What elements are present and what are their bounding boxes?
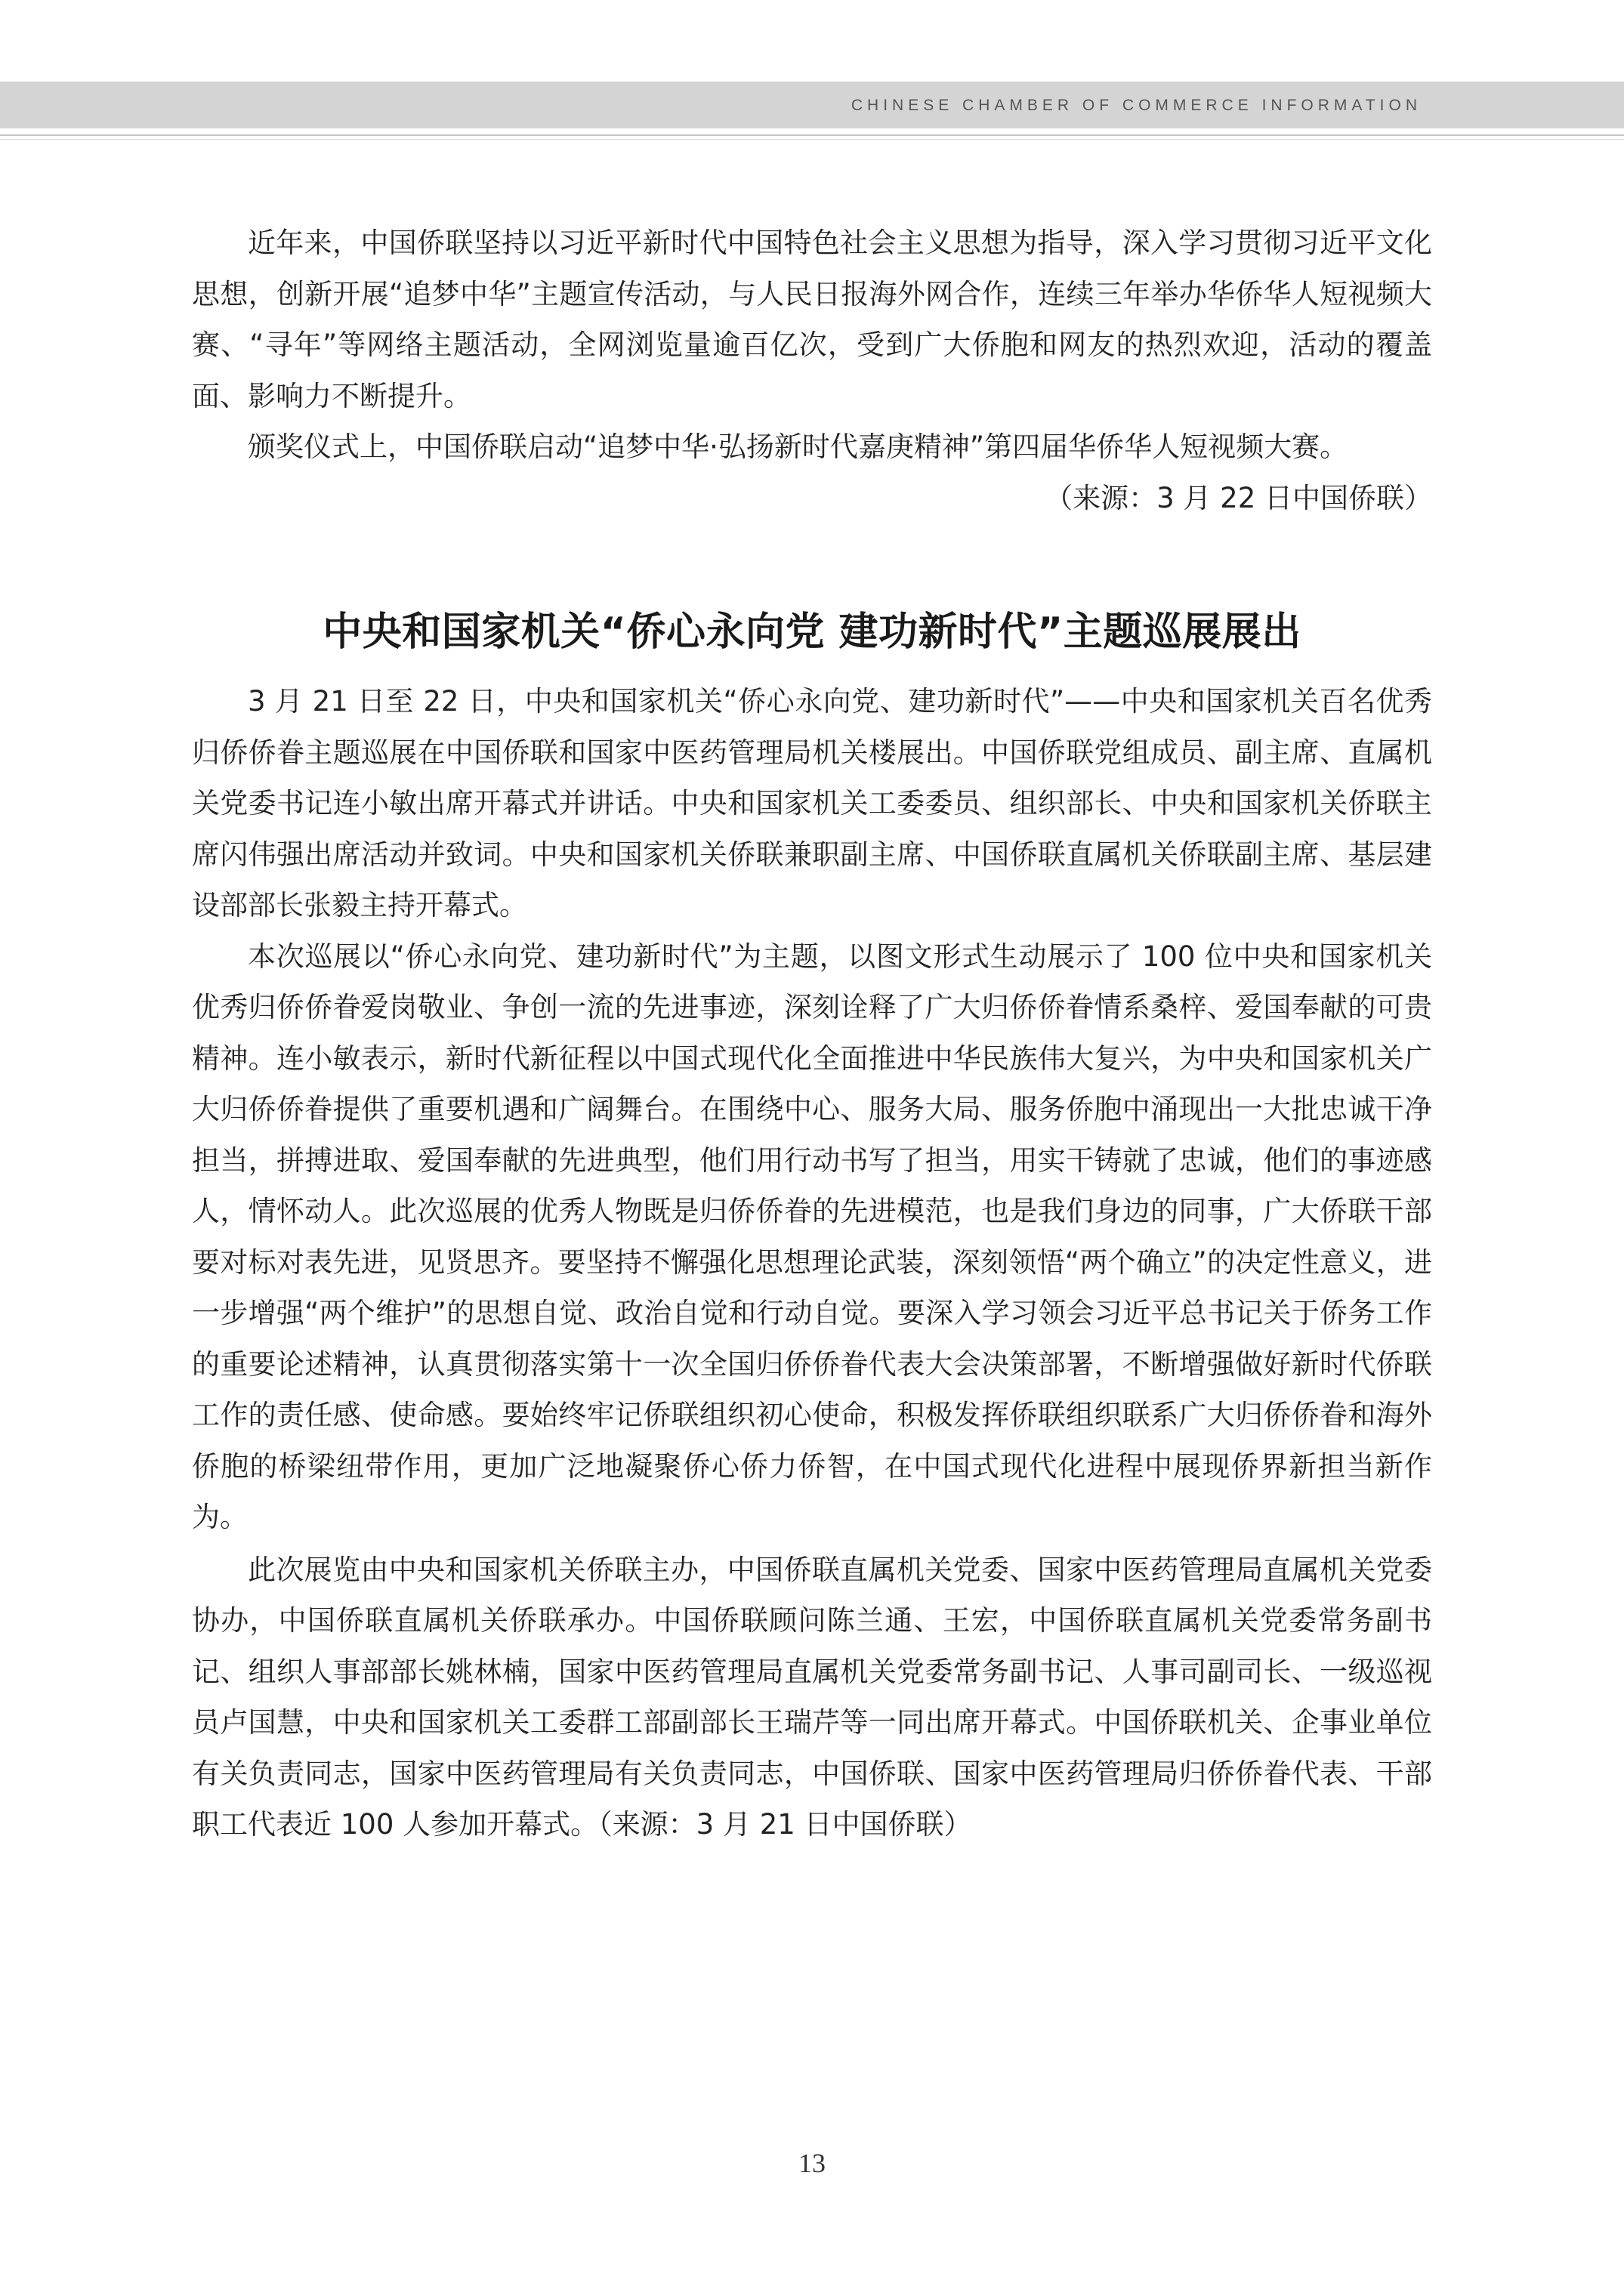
article-1-source: （来源：3 月 22 日中国侨联） [1045, 481, 1432, 514]
header-rule [0, 134, 1624, 136]
article-2-paragraph-3: 此次展览由中央和国家机关侨联主办，中国侨联直属机关党委、国家中医药管理局直属机关党委协办，中国侨联直属机关侨联承办。中国侨联顾问陈兰通、王宏，中国侨联直属机关党委常务副书记、组织人事部部长姚林楠，国家中医药管理局直属机关党委常务副书记、人事司副司长、一级巡视员卢国慧，中央和国家机关工委群工部副部长王瑞芹等一同出席开幕式。中国侨联机关、企事业单位有关负责同志，国家中医药管理局有关负责同志，中国侨联、国家中医药管理局归侨侨眷代表、干部职工代表近 100 人参加开幕式。（来源：3 月 21 日中国侨联） [192, 1553, 1432, 1841]
article-2-title: 中央和国家机关“侨心永向党 建功新时代”主题巡展展出 [323, 610, 1301, 655]
article-2-paragraph-2: 本次巡展以“侨心永向党、建功新时代”为主题，以图文形式生动展示了 100 位中央和国家机关优秀归侨侨眷爱岗敬业、争创一流的先进事迹，深刻诠释了广大归侨侨眷情系桑梓、爱国奉献的可贵精神。连小敏表示，新时代新征程以中国式现代化全面推进中华民族伟大复兴，为中央和国家机关广大归侨侨眷提供了重要机遇和广阔舞台。在围绕中心、服务大局、服务侨胞中涌现出一大批忠诚干净担当，拼搏进取、爱国奉献的先进典型，他们用行动书写了担当，用实干铸就了忠诚，他们的事迹感人，情怀动人。此次巡展的优秀人物既是归侨侨眷的先进模范，也是我们身边的同事，广大侨联干部要对标对表先进，见贤思齐。要坚持不懈强化思想理论武装，深刻领悟“两个确立”的决定性意义，进一步增强“两个维护”的思想自觉、政治自觉和行动自觉。要深入学习领会习近平总书记关于侨务工作的重要论述精神，认真贯彻落实第十一次全国归侨侨眷代表大会决策部署，不断增强做好新时代侨联工作的责任感、使命感。要始终牢记侨联组织初心使命，积极发挥侨联组织联系广大归侨侨眷和海外侨胞的桥梁纽带作用，更加广泛地凝聚侨心侨力侨智，在中国式现代化进程中展现侨界新担当新作为。 [192, 940, 1432, 1533]
article-1-paragraph-2: 颁奖仪式上，中国侨联启动“追梦中华·弘扬新时代嘉庚精神”第四届华侨华人短视频大赛。 [248, 431, 1348, 463]
running-title: CHINESE CHAMBER OF COMMERCE INFORMATION [851, 97, 1422, 114]
article-1-paragraph-1: 近年来，中国侨联坚持以习近平新时代中国特色社会主义思想为指导，深入学习贯彻习近平文化思想，创新开展“追梦中华”主题宣传活动，与人民日报海外网合作，连续三年举办华侨华人短视频大赛、“寻年”等网络主题活动，全网浏览量逾百亿次，受到广大侨胞和网友的热烈欢迎，活动的覆盖面、影响力不断提升。 [192, 227, 1432, 412]
page-content [192, 218, 1432, 1850]
header-rule-thin [0, 139, 1624, 140]
article-2-paragraph-1: 3 月 21 日至 22 日，中央和国家机关“侨心永向党、建功新时代”——中央和国家机关百名优秀归侨侨眷主题巡展在中国侨联和国家中医药管理局机关楼展出。中国侨联党组成员、副主席、直属机关党委书记连小敏出席开幕式并讲话。中央和国家机关工委委员、组织部长、中央和国家机关侨联主席闪伟强出席活动并致词。中央和国家机关侨联兼职副主席、中国侨联直属机关侨联副主席、基层建设部部长张毅主持开幕式。 [192, 685, 1432, 921]
page-number: 13 [798, 2148, 826, 2178]
